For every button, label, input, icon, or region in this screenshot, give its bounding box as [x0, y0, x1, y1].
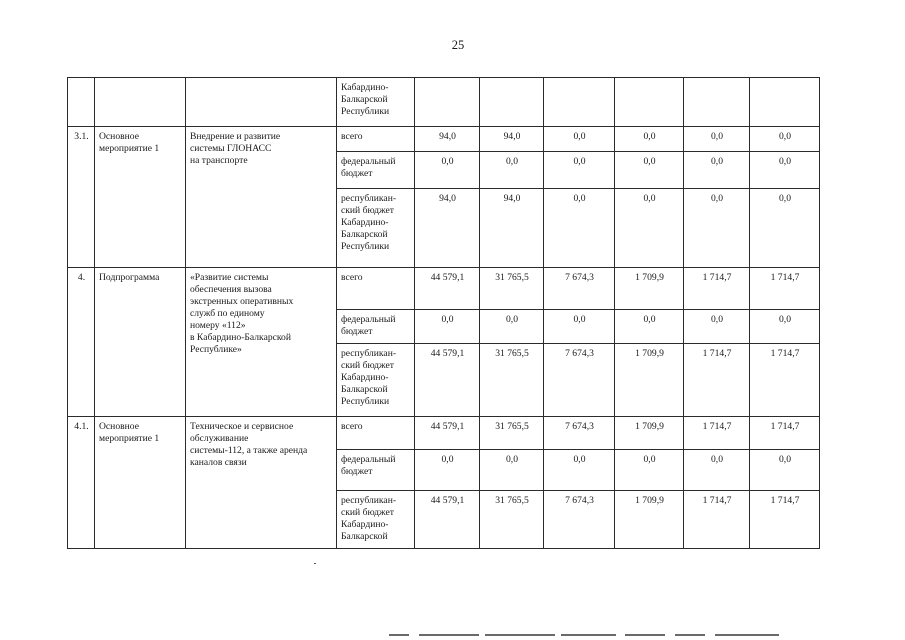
value-cell-text: 0,0: [643, 193, 656, 204]
value-cell: [615, 78, 684, 127]
value-cell: [684, 268, 750, 310]
value-cell: [544, 78, 615, 127]
value-cell-text: 1 714,7: [702, 348, 732, 359]
item-type-cell-text: Подпрограмма: [99, 272, 160, 283]
value-cell-text: 0,0: [643, 156, 656, 167]
page-number: 25: [451, 38, 465, 52]
value-cell: [415, 189, 480, 268]
value-cell-text: 0,0: [711, 454, 723, 465]
value-cell: [615, 417, 684, 450]
value-cell-text: 0,0: [573, 193, 586, 204]
value-cell-text: 0,0: [441, 156, 454, 167]
value-cell: [480, 491, 544, 549]
value-cell: [544, 268, 615, 310]
value-cell-text: 44 579,1: [430, 495, 465, 506]
value-cell: [415, 152, 480, 189]
value-cell: [684, 491, 750, 549]
value-cell: [415, 127, 480, 152]
value-cell: [480, 450, 544, 491]
value-cell-text: 0,0: [441, 454, 454, 465]
value-cell-text: 0,0: [711, 193, 723, 204]
value-cell-text: 0,0: [643, 131, 656, 142]
value-cell-text: 0,0: [506, 156, 518, 167]
item-type-cell: [95, 417, 186, 549]
value-cell: [480, 189, 544, 268]
item-name-cell: [186, 417, 337, 549]
value-cell: [544, 152, 615, 189]
value-cell: [750, 268, 820, 310]
value-cell-text: 94,0: [503, 193, 521, 204]
value-cell-text: 1 709,9: [635, 272, 664, 283]
item-number-cell: [68, 417, 95, 549]
table-row: [68, 127, 820, 152]
value-cell: [415, 310, 480, 344]
item-type-cell: [95, 127, 186, 268]
funding-source-cell: [337, 417, 415, 450]
funding-source-cell: [337, 152, 415, 189]
value-cell: [480, 127, 544, 152]
value-cell: [480, 152, 544, 189]
value-cell-text: 0,0: [779, 454, 791, 465]
funding-source-cell-text: республикан- ский бюджет Кабардино- Балкарской: [341, 495, 397, 542]
funding-source-cell-text: федеральный бюджет: [341, 454, 396, 477]
value-cell: [480, 344, 544, 417]
value-cell-text: 0,0: [643, 314, 656, 325]
value-cell-text: 1 714,7: [770, 421, 800, 432]
value-cell: [480, 78, 544, 127]
value-cell: [684, 417, 750, 450]
value-cell: [750, 78, 820, 127]
value-cell: [480, 310, 544, 344]
value-cell: [750, 127, 820, 152]
item-type-cell-text: Основное мероприятие 1: [99, 421, 160, 444]
item-name-cell-text: «Развитие системы обеспечения вызова экстренных оперативных служб по единому номеру «112» в Кабардино-Балкарской Республике»: [190, 272, 294, 355]
value-cell-text: 0,0: [506, 454, 518, 465]
funding-source-cell: [337, 78, 415, 127]
value-cell-text: 0,0: [643, 454, 656, 465]
value-cell: [615, 127, 684, 152]
funding-source-cell-text: республикан- ский бюджет Кабардино- Балкарской Республики: [341, 348, 397, 407]
value-cell-text: 44 579,1: [430, 272, 465, 283]
value-cell: [415, 450, 480, 491]
value-cell: [544, 127, 615, 152]
funding-source-cell: [337, 310, 415, 344]
item-name-cell-text: Внедрение и развитие системы ГЛОНАСС на транспорте: [190, 131, 281, 166]
item-number-cell: [68, 78, 95, 127]
item-name-cell: [186, 78, 337, 127]
value-cell-text: 1 709,9: [635, 348, 664, 359]
value-cell: [615, 491, 684, 549]
value-cell: [750, 450, 820, 491]
value-cell-text: 7 674,3: [565, 421, 594, 432]
value-cell-text: 0,0: [711, 156, 723, 167]
value-cell-text: 0,0: [441, 314, 454, 325]
value-cell: [544, 344, 615, 417]
value-cell-text: 44 579,1: [430, 348, 465, 359]
item-number-cell-text: 4.: [77, 272, 86, 283]
value-cell-text: 1 714,7: [770, 348, 800, 359]
value-cell: [750, 310, 820, 344]
value-cell: [684, 127, 750, 152]
value-cell-text: 0,0: [779, 314, 791, 325]
value-cell-text: 31 765,5: [495, 348, 529, 359]
value-cell-text: 94,0: [439, 131, 456, 142]
value-cell: [615, 310, 684, 344]
item-number-cell: [68, 268, 95, 417]
value-cell: [480, 268, 544, 310]
value-cell: [684, 344, 750, 417]
value-cell-text: 7 674,3: [565, 348, 594, 359]
value-cell: [544, 450, 615, 491]
item-name-cell: [186, 127, 337, 268]
table-row: [68, 78, 820, 127]
value-cell: [415, 78, 480, 127]
table-row: [68, 417, 820, 450]
item-name-cell: [186, 268, 337, 417]
cut-off-footer-line: [389, 634, 789, 637]
value-cell-text: 1 709,9: [635, 421, 664, 432]
scan-mark: [314, 563, 316, 564]
value-cell-text: 94,0: [503, 131, 521, 142]
funding-source-cell: [337, 127, 415, 152]
value-cell: [480, 417, 544, 450]
value-cell-text: 31 765,5: [495, 495, 529, 506]
value-cell: [544, 417, 615, 450]
funding-source-cell: [337, 491, 415, 549]
value-cell-text: 0,0: [711, 131, 723, 142]
funding-source-cell: [337, 268, 415, 310]
value-cell: [615, 344, 684, 417]
value-cell: [684, 189, 750, 268]
value-cell-text: 0,0: [573, 454, 586, 465]
item-name-cell-text: Техническое и сервисное обслуживание системы-112, а также аренда каналов связи: [190, 421, 308, 468]
value-cell: [684, 78, 750, 127]
value-cell-text: 1 714,7: [770, 495, 800, 506]
funding-source-cell: [337, 189, 415, 268]
value-cell-text: 1 714,7: [702, 421, 732, 432]
funding-source-cell-text: федеральный бюджет: [341, 314, 396, 337]
item-type-cell: [95, 268, 186, 417]
value-cell-text: 0,0: [573, 156, 586, 167]
item-number-cell: [68, 127, 95, 268]
value-cell-text: 31 765,5: [495, 272, 529, 283]
value-cell: [544, 189, 615, 268]
budget-table: [67, 77, 820, 549]
item-number-cell-text: 4.1.: [74, 421, 89, 432]
value-cell-text: 0,0: [573, 131, 586, 142]
value-cell-text: 0,0: [779, 156, 791, 167]
value-cell-text: 1 709,9: [635, 495, 664, 506]
value-cell-text: 0,0: [573, 314, 586, 325]
value-cell: [750, 417, 820, 450]
value-cell: [415, 491, 480, 549]
value-cell: [684, 450, 750, 491]
value-cell: [415, 417, 480, 450]
value-cell: [615, 268, 684, 310]
value-cell: [615, 450, 684, 491]
value-cell-text: 0,0: [779, 131, 791, 142]
value-cell-text: 7 674,3: [565, 272, 594, 283]
value-cell-text: 0,0: [779, 193, 791, 204]
item-number-cell-text: 3.1.: [74, 131, 89, 142]
value-cell-text: 1 714,7: [702, 495, 732, 506]
value-cell: [615, 152, 684, 189]
value-cell: [750, 491, 820, 549]
value-cell: [684, 152, 750, 189]
value-cell-text: 1 714,7: [770, 272, 800, 283]
value-cell: [750, 152, 820, 189]
funding-source-cell-text: всего: [341, 421, 363, 432]
item-type-cell-text: Основное мероприятие 1: [99, 131, 160, 154]
funding-source-cell: [337, 344, 415, 417]
value-cell: [750, 189, 820, 268]
funding-source-cell-text: федеральный бюджет: [341, 156, 396, 179]
funding-source-cell: [337, 450, 415, 491]
value-cell: [750, 344, 820, 417]
item-type-cell: [95, 78, 186, 127]
value-cell-text: 1 714,7: [702, 272, 732, 283]
funding-source-cell-text: всего: [341, 272, 363, 283]
value-cell-text: 0,0: [711, 314, 723, 325]
table-row: [68, 268, 820, 310]
funding-source-cell-text: Кабардино- Балкарской Республики: [341, 82, 390, 117]
value-cell: [415, 268, 480, 310]
value-cell: [415, 344, 480, 417]
value-cell-text: 44 579,1: [430, 421, 465, 432]
value-cell: [544, 310, 615, 344]
value-cell: [544, 491, 615, 549]
value-cell-text: 7 674,3: [565, 495, 594, 506]
value-cell: [615, 189, 684, 268]
value-cell-text: 0,0: [506, 314, 518, 325]
value-cell-text: 94,0: [439, 193, 456, 204]
value-cell-text: 31 765,5: [495, 421, 529, 432]
funding-source-cell-text: всего: [341, 131, 363, 142]
funding-source-cell-text: республикан- ский бюджет Кабардино- Балкарской Республики: [341, 193, 397, 252]
value-cell: [684, 310, 750, 344]
